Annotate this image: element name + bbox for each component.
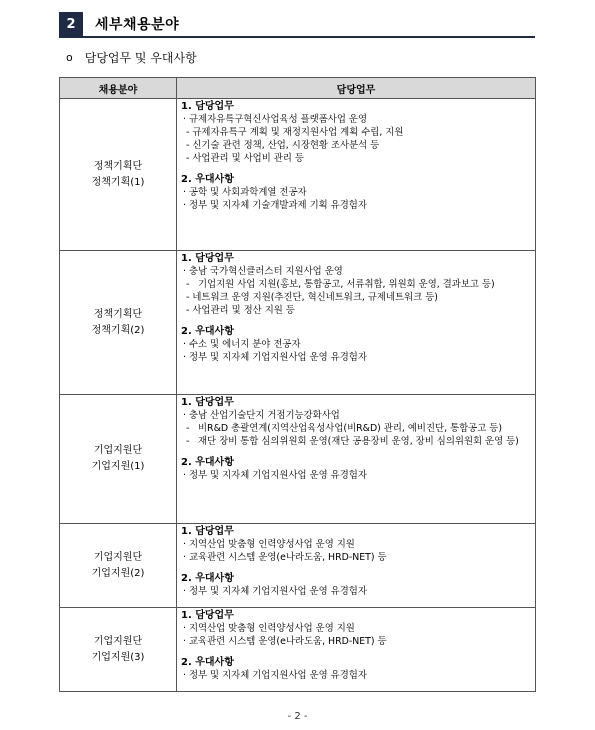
duty-heading: 1. 담당업무 [181, 610, 234, 621]
section-number-badge: 2 [59, 12, 83, 36]
duty-main: · 규제자유특구혁신사업육성 플랫폼사업 운영 [183, 114, 367, 125]
pref-item: · 정부 및 지자체 기업지원사업 운영 유경험자 [183, 586, 367, 597]
pref-heading: 2. 우대사항 [181, 573, 234, 584]
duty-sub-item: - 사업관리 및 정산 지원 등 [186, 305, 295, 316]
duty-item: · 교육관련 시스템 운영(e나라도움, HRD-NET) 등 [183, 552, 387, 563]
field-role: 기업지원(3) [91, 651, 145, 663]
field-cell [60, 524, 177, 608]
pref-heading: 2. 우대사항 [181, 657, 234, 668]
duty-heading: 1. 담당업무 [181, 526, 234, 537]
field-cell [60, 99, 177, 251]
table-row [60, 395, 536, 524]
subheading [66, 49, 197, 66]
field-dept: 기업지원단 [93, 551, 143, 563]
table-row [60, 99, 536, 251]
table-row [60, 251, 536, 395]
duty-sub-item: - 규제자유특구 계획 및 재정지원사업 계획 수립, 지원 [186, 127, 404, 138]
pref-heading: 2. 우대사항 [181, 457, 234, 468]
section-title: 세부채용분야 [95, 17, 180, 33]
duty-sub-item: - 기업지원 사업 지원(홍보, 통합공고, 서류취합, 위원회 운영, 결과보고 등) [186, 279, 495, 290]
pref-heading: 2. 우대사항 [181, 174, 234, 185]
field-role: 정책기획(2) [91, 324, 145, 336]
pref-item: · 정부 및 지자체 기업지원사업 운영 유경험자 [183, 470, 367, 481]
pref-heading: 2. 우대사항 [181, 326, 234, 337]
duty-cell [177, 608, 536, 692]
duty-sub-item: - 비R&D 총괄연계(지역산업육성사업(비R&D) 관리, 예비진단, 통합공고 등) [186, 423, 502, 434]
duty-cell [177, 251, 536, 395]
pref-item: · 정부 및 지자체 기업지원사업 운영 유경험자 [183, 670, 367, 681]
field-role: 정책기획(1) [91, 176, 145, 188]
field-dept: 기업지원단 [93, 635, 143, 647]
duty-sub-item: - 재단 장비 통합 심의위원회 운영(재단 공용장비 운영, 장비 심의위원회 운영 등) [186, 436, 519, 447]
duty-main: · 충남 산업기술단지 거점기능강화사업 [183, 410, 340, 421]
field-dept: 기업지원단 [93, 445, 143, 456]
table-row [60, 524, 536, 608]
subheading-text: 담당업무 및 우대사항 [84, 51, 197, 65]
field-role: 기업지원(1) [91, 461, 145, 472]
table-row [60, 608, 536, 692]
pref-item: · 정부 및 지자체 기술개발과제 기획 유경험자 [183, 200, 367, 211]
header-divider [59, 36, 535, 38]
field-cell [60, 251, 177, 395]
field-dept: 정책기획단 [93, 160, 143, 172]
job-table [59, 77, 536, 692]
duty-heading: 1. 담당업무 [181, 397, 234, 408]
field-cell [60, 608, 177, 692]
duty-sub-item: - 사업관리 및 사업비 관리 등 [186, 153, 304, 164]
section-header [59, 10, 535, 36]
duty-sub-item: - 신기술 관련 정책, 산업, 시장현황 조사분석 등 [186, 140, 380, 151]
field-cell [60, 395, 177, 524]
field-dept: 정책기획단 [93, 308, 143, 320]
duty-heading: 1. 담당업무 [181, 101, 234, 112]
column-header-field: 채용분야 [60, 78, 177, 99]
duty-main: · 충남 국가혁신클러스터 지원사업 운영 [183, 266, 343, 277]
field-role: 기업지원(2) [91, 567, 145, 579]
page-number: - 2 - [287, 711, 308, 722]
column-header-duty: 담당업무 [177, 78, 536, 99]
duty-item: · 지역산업 맞춤형 인력양성사업 운영 지원 [183, 623, 355, 634]
duty-item: · 교육관련 시스템 운영(e나라도움, HRD-NET) 등 [183, 636, 387, 647]
duty-item: · 지역산업 맞춤형 인력양성사업 운영 지원 [183, 539, 355, 550]
duty-sub-item: - 네트워크 운영 지원(추진단, 혁신네트워크, 규제네트워크 등) [186, 292, 438, 303]
pref-item: · 수소 및 에너지 분야 전공자 [183, 339, 301, 350]
pref-item: · 정부 및 지자체 기업지원사업 운영 유경험자 [183, 352, 367, 363]
duty-cell [177, 524, 536, 608]
circle-bullet-icon: o [66, 51, 73, 64]
duty-heading: 1. 담당업무 [181, 253, 234, 264]
table-header-row [60, 78, 536, 99]
duty-cell [177, 99, 536, 251]
pref-item: · 공학 및 사회과학계열 전공자 [183, 187, 307, 198]
duty-cell [177, 395, 536, 524]
